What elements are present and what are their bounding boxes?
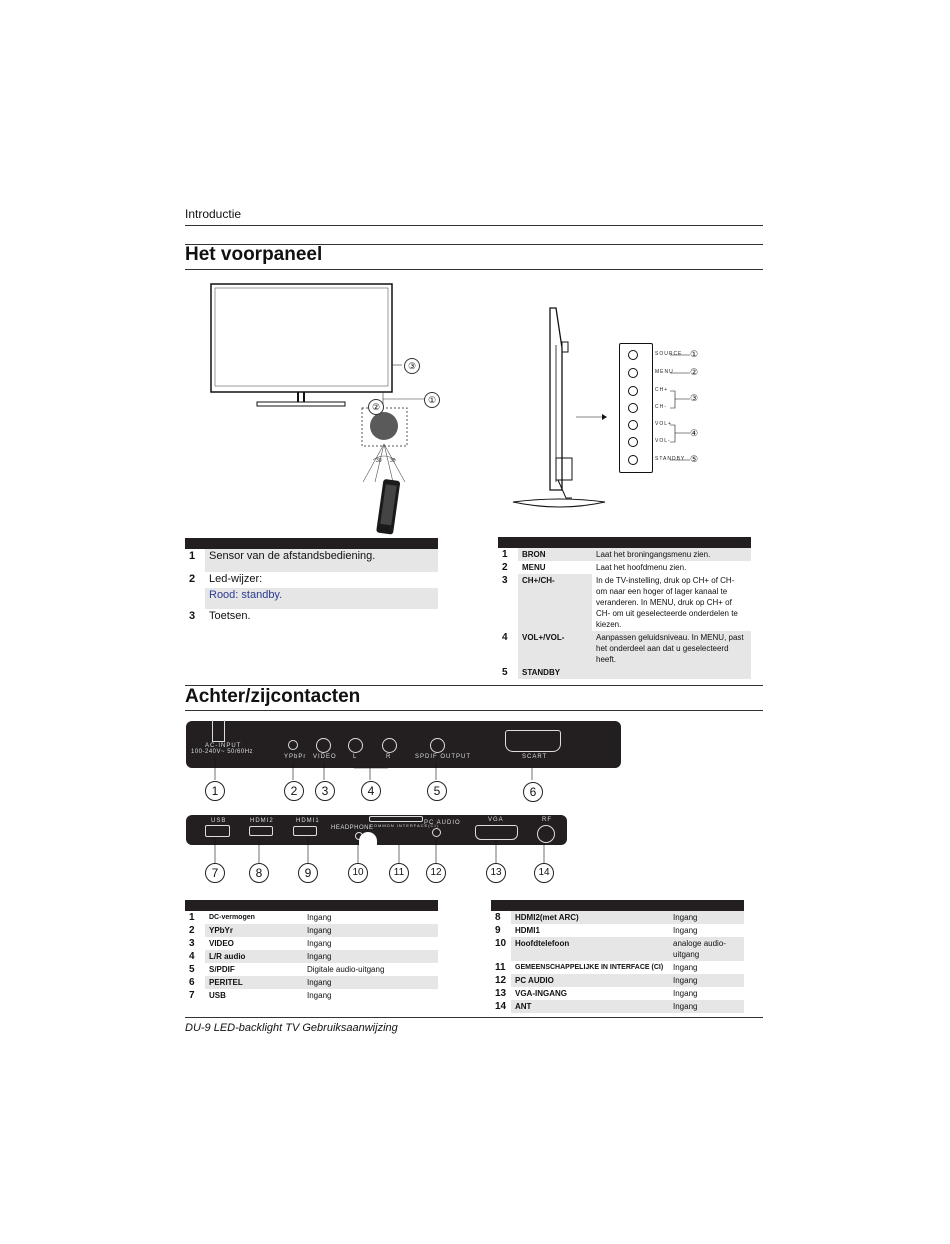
side-button-vol-plus [628,420,638,430]
label-vga: VGA [488,817,504,823]
rear-callout-14: 14 [534,863,554,883]
front-indicator-table [185,538,438,629]
table-row: 7 USB Ingang [189,990,332,1001]
ypbpr-jack [288,740,298,750]
rear-connectors-table-left [185,900,438,1002]
table-row: 5 STANDBY [498,666,751,679]
table-row: 9 HDMI1 Ingang [495,925,698,936]
side-button-ch-plus [628,386,638,396]
usb-port [205,825,230,837]
side-button-menu [628,368,638,378]
side-num-1: ① [690,349,699,359]
side-num-4: ④ [690,428,699,438]
ci-slot [369,816,423,822]
table-row: 2 MENU Laat het hoofdmenu zien. [502,562,687,573]
panel1-leader-lines [186,758,636,783]
label-usb: USB [211,818,227,824]
table-row: 2 Led-wijzer: [189,573,263,585]
table-row: 1 DC-vermogen Ingang [189,912,332,923]
side-label-standby: STANDBY [655,456,686,462]
label-l: L [353,754,358,760]
label-ci: COMMON INTERFACE(CI) [370,823,439,828]
rear-callout-12: 12 [426,863,446,883]
label-ac-spec: 100-240V~ 50/60Hz [191,749,254,755]
rear-callout-13: 13 [486,863,506,883]
table-row: 1 BRON Laat het broningangsmenu zien. [498,548,751,561]
table-row: 13 VGA-INGANG Ingang [495,988,698,999]
table-row: 4 L/R audio Ingang [185,950,438,963]
rear-callout-6: 6 [523,782,543,802]
label-headphone: HEADPHONE [331,825,374,831]
side-label-source: SOURCE [655,351,683,357]
table-row: 3 CH+/CH- In de TV-instelling, druk op CH+ of CH- om naar een hoger of lager kanaal te veranderen. In MENU, druk op CH+ of CH- om uit geselecteerde onderdelen te kiezen. [498,574,751,631]
label-scart: SCART [522,754,548,760]
footer-text: DU-9 LED-backlight TV Gebruiksaanwijzing [185,1022,398,1034]
ac-inlet [212,720,225,742]
front-buttons-table [498,537,751,679]
table-row: 3 VIDEO Ingang [189,938,332,949]
front-panel-title: Het voorpaneel [185,244,323,265]
label-video: VIDEO [313,754,337,760]
table-row: 2 YPbYr Ingang [185,924,438,937]
callout-2: ② [368,399,384,415]
tv-front-illustration [205,280,445,540]
label-ac-input: AC-INPUT [205,743,242,749]
title-rule-bottom [185,269,763,270]
footer-rule [185,1017,763,1018]
side-label-vol-minus: VOL- [655,438,671,444]
rear-connectors-table-right [491,900,744,1013]
rear-callout-5: 5 [427,781,447,801]
rear-callout-3: 3 [315,781,335,801]
side-bracket-lines [670,350,692,465]
side-button-vol-minus [628,437,638,447]
table-row: Rood: standby. [185,588,438,609]
label-pc-audio: PC AUDIO [424,820,461,826]
rear-panel-title: Achter/zijcontacten [185,686,361,707]
rear-callout-9: 9 [298,863,318,883]
scart-port [505,730,561,752]
side-label-menu: MENU [655,369,674,375]
callout-1: ① [424,392,440,408]
angle-right: 30 [390,458,396,464]
section-label: Introductie [185,207,242,221]
pc-audio-jack [432,828,441,837]
side-num-5: ⑤ [690,454,699,464]
side-button-source [628,350,638,360]
rear-callout-1: 1 [205,781,225,801]
header-rule [185,225,763,226]
label-spdif: SPDIF OUTPUT [415,754,472,760]
table-row: 10 Hoofdtelefoon analoge audio-uitgang [491,937,744,961]
callout-3: ③ [404,358,420,374]
label-r: R [386,754,392,760]
rear-callout-11: 11 [389,863,409,883]
side-button-standby [628,455,638,465]
table-row: 11 GEMEENSCHAPPELIJKE IN INTERFACE (CI) Ingang [495,962,698,973]
video-jack [316,738,331,753]
audio-r-jack [382,738,397,753]
label-rf: RF [542,817,552,823]
side-label-ch-plus: CH+ [655,387,669,393]
angle-left: 30 [376,458,382,464]
table-row: 5 S/PDIF Digitale audio-uitgang [189,964,385,975]
table-row: 1 Sensor van de afstandsbediening. [185,549,438,572]
table-row: 4 VOL+/VOL- Aanpassen geluidsniveau. In MENU, past het onderdeel aan dat u geselecteerd heeft. [498,631,751,666]
hdmi1-port [293,826,317,836]
side-button-ch-minus [628,403,638,413]
table-row: 3 Toetsen. [189,610,251,622]
label-hdmi2: HDMI2 [250,818,274,824]
side-label-vol-plus: VOL+ [655,421,672,427]
rear-callout-7: 7 [205,863,225,883]
side-num-3: ③ [690,393,699,403]
spdif-jack [430,738,445,753]
side-label-ch-minus: CH- [655,404,667,410]
table-row: 12 PC AUDIO Ingang [491,974,744,987]
table-row: 14 ANT Ingang [491,1000,744,1013]
panel2-leader-lines [186,838,586,868]
table-row: 8 HDMI2(met ARC) Ingang [491,911,744,924]
tv-side-illustration [510,300,610,515]
rear-callout-2: 2 [284,781,304,801]
rear-callout-4: 4 [361,781,381,801]
audio-l-jack [348,738,363,753]
rear-callout-10: 10 [348,863,368,883]
side-num-2: ② [690,367,699,377]
rear-title-rule-bottom [185,710,763,711]
label-hdmi1: HDMI1 [296,818,320,824]
rear-callout-8: 8 [249,863,269,883]
table-row: 6 PERITEL Ingang [185,976,438,989]
hdmi2-port [249,826,273,836]
label-ypbpr: YPbPr [284,754,307,760]
